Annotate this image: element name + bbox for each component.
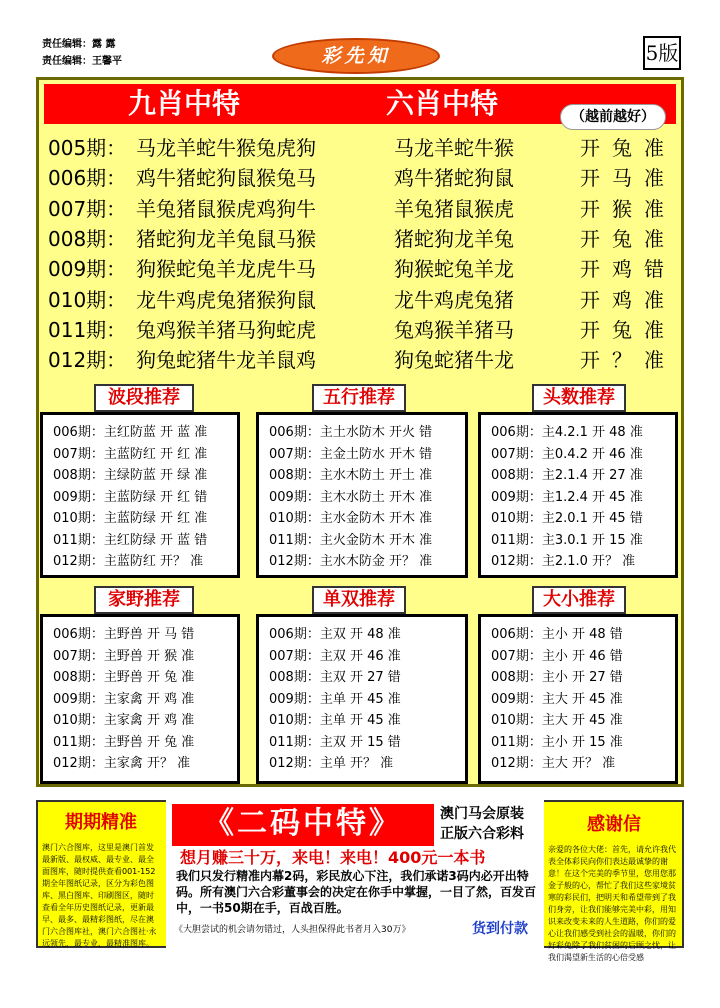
section-title: 头数推荐: [532, 384, 626, 412]
row-verdict: 准: [644, 166, 664, 191]
row-six: 猪蛇狗龙羊兔: [394, 226, 514, 251]
row-six: 羊兔猪鼠猴虎: [394, 196, 514, 221]
section-line: 006期：主红防蓝 开 蓝 准: [53, 425, 208, 440]
row-result: 兔: [612, 226, 632, 251]
editor-line-2: 责任编辑：王馨平: [42, 56, 122, 67]
row-six: 狗兔蛇猪牛龙: [394, 348, 514, 373]
row-open: 开: [580, 226, 600, 251]
section-line: 008期：主2.1.4 开 27 准: [491, 468, 643, 483]
section-title: 大小推荐: [532, 586, 626, 614]
section-line: 011期：主3.0.1 开 15 准: [491, 532, 643, 548]
footer-left-title: 期期精准: [65, 812, 137, 833]
section-line: 010期：主蓝防绿 开 红 准: [53, 511, 208, 526]
section-line: 012期：主水木防金 开？ 准: [269, 554, 433, 569]
section-title: 五行推荐: [312, 384, 406, 412]
section-box: [256, 614, 468, 784]
section-line: 011期：主野兽 开 兔 准: [53, 734, 195, 750]
section-title: 波段推荐: [94, 384, 194, 412]
row-open: 开: [580, 348, 600, 373]
row-nine: 鸡牛猪蛇狗鼠猴兔马: [136, 166, 316, 191]
prediction-row: [48, 224, 678, 254]
row-result: 马: [612, 166, 632, 191]
section-line: 012期：主单 开？ 准: [269, 756, 394, 771]
footer-right: [544, 800, 684, 962]
section-line: 008期：主绿防蓝 开 绿 准: [53, 468, 208, 483]
section-line: 009期：主1.2.4 开 45 准: [491, 489, 643, 505]
section-line: 010期：主家禽 开 鸡 准: [53, 713, 195, 728]
section-box: [478, 614, 678, 784]
row-result: 鸡: [612, 287, 632, 312]
section-line: 007期：主0.4.2 开 46 准: [491, 446, 643, 462]
six-zodiac-title: 六肖中特: [386, 87, 499, 120]
section-line: 006期：主野兽 开 马 错: [53, 627, 195, 642]
section-line: 008期：主双 开 27 错: [269, 670, 401, 685]
section-line: 010期：主大 开 45 准: [491, 713, 623, 728]
editor-line-1: 责任编辑：露 露: [42, 39, 116, 50]
row-verdict: 准: [644, 226, 664, 251]
footer-bottom-note: 《大胆尝试的机会请勿错过，人头担保得此书者月入30万》: [174, 925, 411, 935]
prediction-row: [48, 254, 678, 284]
row-nine: 龙牛鸡虎兔猪猴狗鼠: [136, 287, 316, 312]
row-open: 开: [580, 196, 600, 221]
prediction-row: [48, 163, 678, 193]
row-verdict: 准: [644, 287, 664, 312]
row-verdict: 准: [644, 348, 664, 373]
section-line: 009期：主家禽 开 鸡 准: [53, 691, 195, 707]
section-line: 007期：主野兽 开 猴 准: [53, 648, 195, 664]
section-line: 009期：主木水防土 开木 准: [269, 489, 433, 505]
section-box: [478, 412, 678, 578]
section-box: [40, 614, 240, 784]
row-open: 开: [580, 257, 600, 282]
row-verdict: 准: [644, 136, 664, 160]
prediction-row: [48, 285, 678, 315]
row-verdict: 准: [644, 196, 664, 221]
section-line: 011期：主火金防木 开木 准: [269, 532, 433, 548]
footer-side: [440, 804, 544, 844]
section-line: 010期：主单 开 45 准: [269, 713, 401, 728]
cod-label: 货到付款: [472, 921, 528, 937]
two-code-title: 《二码中特》: [172, 804, 434, 846]
row-open: 开: [580, 287, 600, 312]
section-line: 011期：主双 开 15 错: [269, 734, 401, 750]
prediction-row: [48, 133, 678, 163]
footer-right-title: 感谢信: [587, 814, 641, 835]
row-period: 005期：: [48, 136, 127, 160]
section-title: 家野推荐: [94, 586, 194, 614]
section-line: 012期：主蓝防红 开？ 准: [53, 554, 204, 569]
section-line: 012期：主2.1.0 开？ 准: [491, 554, 636, 569]
footer-left: [36, 800, 166, 948]
nine-zodiac-title: 九肖中特: [128, 87, 241, 120]
section-line: 010期：主水金防木 开木 准: [269, 511, 433, 526]
section-line: 007期：主蓝防红 开 红 准: [53, 446, 208, 462]
side-line-1: 澳门马会原装: [440, 806, 524, 822]
row-result: 兔: [612, 136, 632, 160]
edition-number: 5版: [643, 36, 681, 70]
section-line: 008期：主水木防土 开土 准: [269, 468, 433, 483]
section-line: 008期：主小 开 27 错: [491, 670, 623, 685]
section-line: 012期：主家禽 开？ 准: [53, 756, 191, 771]
prediction-row: [48, 345, 678, 375]
section-line: 012期：主大 开？ 准: [491, 756, 616, 771]
section-line: 009期：主大 开 45 准: [491, 691, 623, 707]
row-result: ？: [612, 348, 632, 373]
row-six: 马龙羊蛇牛猴: [394, 136, 514, 160]
row-six: 兔鸡猴羊猪马: [394, 317, 514, 342]
row-six: 龙牛鸡虎兔猪: [394, 287, 514, 312]
section-line: 011期：主小 开 15 准: [491, 734, 623, 750]
side-line-2: 正版六合彩料: [440, 826, 524, 842]
section-line: 007期：主双 开 46 准: [269, 648, 401, 664]
row-nine: 兔鸡猴羊猪马狗蛇虎: [136, 317, 316, 342]
section-title: 单双推荐: [312, 586, 406, 614]
footer-slogan: 想月赚三十万，来电！来电！400元一本书: [180, 848, 486, 867]
row-result: 猴: [612, 196, 632, 221]
section-line: 006期：主双 开 48 准: [269, 627, 401, 642]
prediction-row: [48, 194, 678, 224]
row-open: 开: [580, 317, 600, 342]
row-nine: 猪蛇狗龙羊兔鼠马猴: [136, 226, 316, 251]
row-nine: 羊兔猪鼠猴虎鸡狗牛: [136, 196, 316, 221]
row-open: 开: [580, 166, 600, 191]
prediction-row: [48, 315, 678, 345]
section-line: 006期：主土水防木 开火 错: [269, 425, 433, 440]
section-line: 011期：主红防绿 开 蓝 错: [53, 532, 208, 548]
section-line: 007期：主小 开 46 错: [491, 648, 623, 664]
row-period: 010期：: [48, 287, 127, 312]
row-six: 狗猴蛇兔羊龙: [394, 257, 514, 282]
section-line: 009期：主蓝防绿 开 红 错: [53, 489, 208, 505]
row-period: 007期：: [48, 196, 127, 221]
row-open: 开: [580, 136, 600, 160]
row-nine: 狗兔蛇猪牛龙羊鼠鸡: [136, 348, 316, 373]
section-line: 006期：主4.2.1 开 48 准: [491, 425, 643, 440]
footer-left-text: 澳门六合图库，这里是澳门首发最新版、最权威、最专业、最全面图库，随时提供查看001-152期全年图纸记录，区分为彩色图库、黑白图库、印刷图区，随时查看全年历史图纸记录，更新最早、最多、最精彩图纸，尽在澳门六合图库社，澳门六合图社·永远领先，最专业，最精准图库。: [42, 843, 157, 948]
section-line: 008期：主野兽 开 兔 准: [53, 670, 195, 685]
row-period: 011期：: [48, 317, 127, 342]
row-verdict: 准: [644, 317, 664, 342]
row-verdict: 错: [644, 257, 664, 282]
section-box: [40, 412, 240, 578]
footer-body: 我们只发行精准内幕2码，彩民放心下注，我们承诺3码内必开出特码。所有澳门六合彩董事会的决定在你手中掌握，一目了然，百发百中，一书50期在手，百战百胜。: [176, 869, 537, 915]
row-period: 009期：: [48, 257, 127, 282]
row-nine: 马龙羊蛇牛猴兔虎狗: [136, 136, 316, 160]
section-box: [256, 412, 468, 578]
row-result: 兔: [612, 317, 632, 342]
editors-block: [42, 36, 122, 70]
row-result: 鸡: [612, 257, 632, 282]
row-period: 008期：: [48, 226, 127, 251]
row-nine: 狗猴蛇兔羊龙虎牛马: [136, 257, 316, 282]
footer-right-text: 亲爱的各位大佬：首先，请允许我代表全体彩民向你们表达最诚挚的谢意！在这个完美的季节里，您用您那金子般的心，帮忙了我们这些家境贫寒的彩民们，把明天和希望带到了我们身旁，让我们能够完美中彩，用知识来改变未来的人生道路，你们的爱心让我们感受到社会的温暖，你们的好彩免除了我们贫困的后顾之忧，让我们渴望新生活的心倍受感: [548, 845, 676, 962]
section-line: 010期：主2.0.1 开 45 错: [491, 511, 643, 526]
logo: 彩先知: [272, 38, 440, 74]
section-line: 009期：主单 开 45 准: [269, 691, 401, 707]
section-line: 007期：主金土防水 开木 错: [269, 446, 433, 462]
section-line: 006期：主小 开 48 错: [491, 627, 623, 642]
row-six: 鸡牛猪蛇狗鼠: [394, 166, 514, 191]
banner-note: （越前越好）: [560, 104, 666, 130]
row-period: 012期：: [48, 348, 127, 373]
row-period: 006期：: [48, 166, 127, 191]
